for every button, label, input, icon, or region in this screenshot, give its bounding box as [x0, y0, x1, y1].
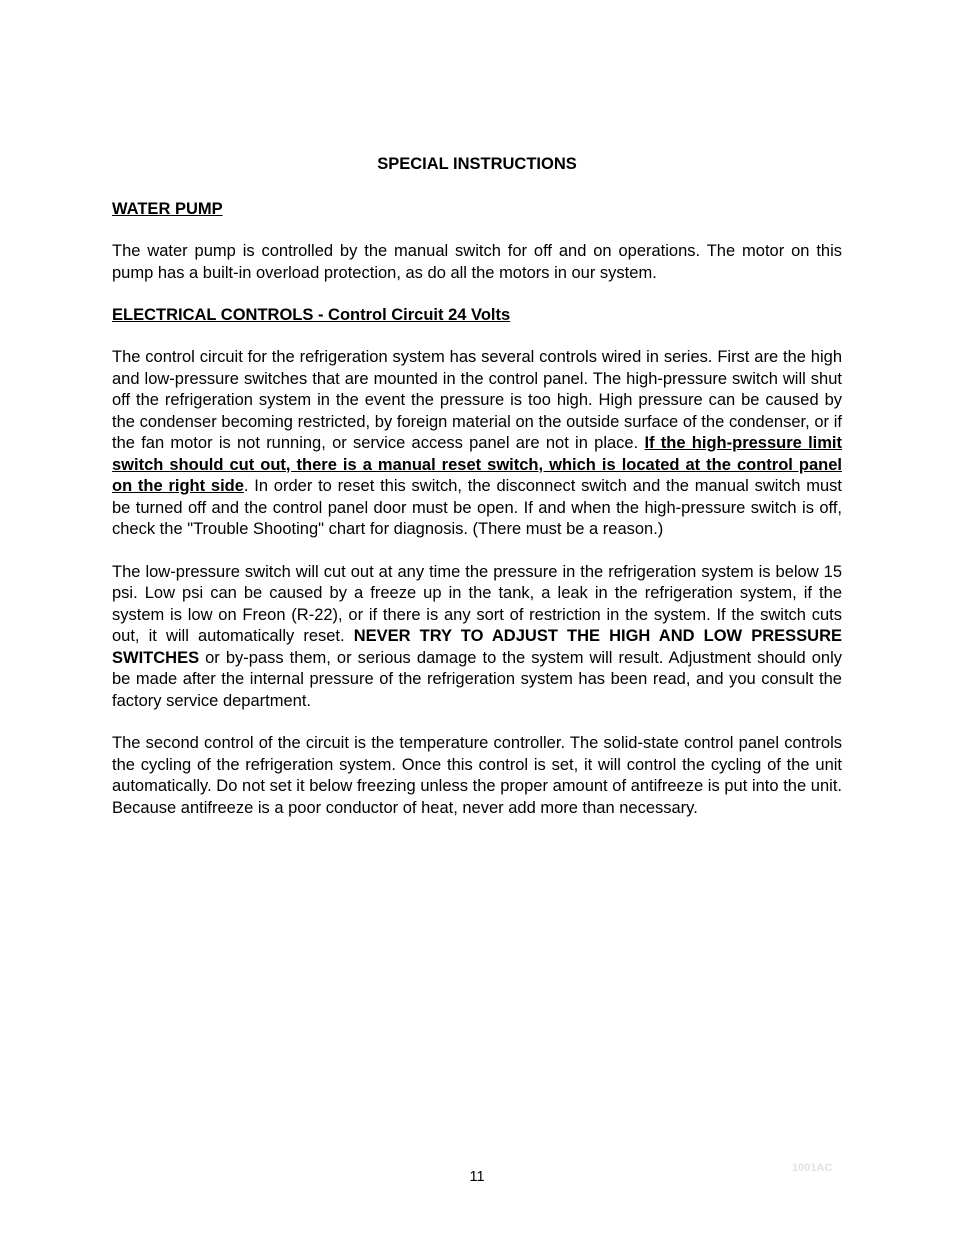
section-heading-electrical-controls: ELECTRICAL CONTROLS - Control Circuit 24 Volts — [112, 306, 511, 324]
low-pressure-text-2: or by-pass them, or serious damage to the system will result. Adjustment should only be made after the internal pressure of the refrigeration system has been read, and you consult the factory service department. — [112, 648, 842, 710]
section-heading-water-pump: WATER PUMP — [112, 200, 223, 218]
never-adjust-warning: NEVER TRY TO ADJUST THE HIGH AND LOW PRESSURE SWITCHES — [112, 627, 842, 667]
manual-reset-emphasis: If the high-pressure limit switch should cut out, there is a manual reset switch, which is located at the control panel on the right side — [112, 434, 842, 495]
temperature-controller-paragraph: The second control of the circuit is the temperature controller. The solid-state control panel controls the cycling of the refrigeration system. Once this control is set, it will control the cycling of the unit automatically. Do not set it below freezing unless the proper amount of antifreeze is put into the unit. Because antifreeze is a poor conductor of heat, never add more than necessary. — [112, 734, 842, 817]
low-pressure-paragraph — [112, 562, 842, 713]
low-pressure-text-1: The low-pressure switch will cut out at any time the pressure in the refrigeration system is below 15 psi. Low psi can be caused by a freeze up in the tank, a leak in the refrigeration system, if the system is low on Freon (R-22), or if there is any sort of restriction in the system. If the switch cuts out, it will automatically reset. — [112, 562, 842, 645]
page-number: 11 — [469, 1169, 485, 1185]
document-page — [112, 154, 842, 840]
high-pressure-text-1: The control circuit for the refrigeration system has several controls wired in series. First are the high and low-pressure switches that are mounted in the control panel. The high-pressure switch will shut off the refrigeration system in the event the pressure is too high. High pressure can be caused by the condenser becoming restricted, by foreign material on the outside surface of the condenser, or if the fan motor is not running, or service access panel are not in place. — [112, 348, 842, 452]
high-pressure-paragraph — [112, 347, 842, 541]
high-pressure-text-2: . In order to reset this switch, the disconnect switch and the manual switch must be turned off and the control panel door must be open. If and when the high-pressure switch is off, check the "Trouble Shooting" chart for diagnosis. (There must be a reason.) — [112, 477, 842, 538]
document-id: 1001AC — [792, 1162, 833, 1174]
water-pump-paragraph: The water pump is controlled by the manual switch for off and on operations. The motor on this pump has a built-in overload protection, as do all the motors in our system. — [112, 242, 842, 282]
page-title: SPECIAL INSTRUCTIONS — [377, 155, 577, 173]
